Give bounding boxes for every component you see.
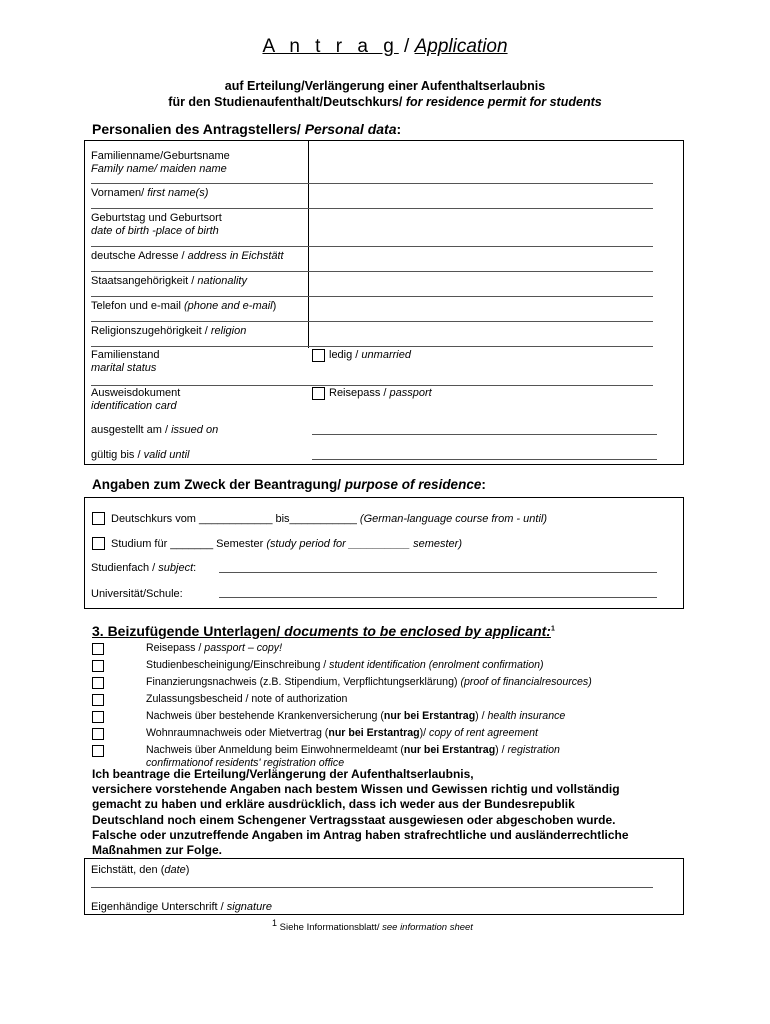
documents-heading-de: 3. Beizufügende Unterlagen/ (92, 623, 285, 639)
page-title (0, 36, 770, 58)
declaration-text (92, 767, 629, 858)
date-line[interactable] (91, 887, 653, 888)
language-course-checkbox[interactable] (92, 512, 105, 525)
documents-heading (92, 623, 555, 639)
signature-label (91, 901, 272, 914)
first-name-label-de: Vornamen/ (91, 187, 148, 199)
document-item-note: nur bei Erstantrag (403, 744, 496, 756)
date-label-en: date (164, 864, 186, 876)
purpose-heading (92, 477, 486, 492)
footnote-number: 1 (272, 918, 278, 928)
document-item (146, 642, 616, 655)
personal-heading-colon: : (396, 121, 402, 137)
declaration-line: versichere vorstehende Angaben nach bestem Wissen und Gewissen richtig und vollständig (92, 782, 620, 797)
document-item-english: registration confirmationof residents' registration office (146, 744, 560, 769)
document-item-sep: ) / (475, 710, 488, 722)
document-checkbox[interactable] (92, 677, 104, 689)
valid-label-en: valid until (143, 449, 190, 461)
address-line[interactable] (91, 271, 653, 272)
issued-label (91, 424, 218, 437)
passport-label-de: Reisepass / (329, 387, 390, 399)
language-course-label-en: (German-language course from - until) (359, 513, 547, 525)
subject-label (91, 562, 196, 575)
declaration-line: Falsche oder unzutreffende Angaben im Antrag haben strafrechtliche und ausländerrechtliche (92, 827, 629, 842)
phone-label-en: (phone and e-mail (183, 300, 273, 312)
unmarried-label-de: ledig / (329, 349, 362, 361)
purpose-heading-en: purpose of residence (344, 477, 482, 492)
marital-label (91, 349, 159, 375)
study-label-de: Studium für _______ Semester (111, 538, 267, 550)
declaration-line: Ich beantrage die Erteilung/Verlängerung der Aufenthaltserlaubnis, (92, 767, 474, 781)
family-name-line[interactable] (91, 183, 653, 184)
issued-line[interactable] (312, 434, 657, 435)
declaration-line: Maßnahmen zur Folge. (92, 843, 223, 858)
subtitle-line-2-english: for residence permit for students (402, 95, 602, 109)
document-item-text: Nachweis über Anmeldung beim Einwohnermeldeamt ( (146, 744, 404, 756)
footnote-de: Siehe Informationsblatt/ (277, 922, 383, 934)
family-name-label (91, 150, 230, 176)
document-item-english: passport – copy! (204, 642, 283, 654)
footnote (272, 918, 473, 933)
document-item (146, 710, 616, 723)
phone-label-end: ) (272, 300, 277, 312)
document-item-sep: )/ (419, 727, 430, 739)
subject-label-colon: : (193, 562, 197, 574)
valid-label-de: gültig bis / (91, 449, 144, 461)
subtitle-line-2 (0, 95, 770, 109)
title-german: A n t r a g (262, 36, 399, 57)
document-item (146, 693, 616, 706)
marital-line[interactable] (91, 385, 653, 386)
id-doc-label-de: Ausweisdokument (91, 387, 181, 399)
document-checkbox[interactable] (92, 694, 104, 706)
personal-data-heading (92, 121, 401, 137)
subtitle-line-1: auf Erteilung/Verlängerung einer Aufenthaltserlaubnis (224, 79, 546, 93)
date-label-end: ) (185, 864, 190, 876)
birth-label-de: Geburtstag und Geburtsort (91, 212, 222, 224)
family-name-label-en: Family name/ maiden name (91, 163, 227, 175)
nationality-label-de: Staatsangehörigkeit / (91, 275, 198, 287)
document-item-note: nur bei Erstantrag (328, 727, 420, 739)
date-label-de: Eichstätt, den ( (91, 864, 165, 876)
title-separator: / (398, 36, 415, 57)
study-label (111, 538, 462, 551)
university-line[interactable] (219, 597, 657, 598)
document-item-text: Wohnraumnachweis oder Mietvertrag ( (146, 727, 329, 739)
subject-line[interactable] (219, 572, 657, 573)
valid-label (91, 449, 189, 462)
passport-label-en: passport (389, 387, 432, 399)
subject-label-de: Studienfach / (91, 562, 159, 574)
language-course-label (111, 513, 547, 526)
document-item-english: copy of rent agreement (429, 727, 538, 739)
nationality-line[interactable] (91, 296, 653, 297)
declaration-line: gemacht zu haben und erkläre ausdrücklich, dass ich weder aus der Bundesrepublik (92, 797, 575, 812)
study-label-en: (study period for __________ semester) (266, 538, 462, 550)
documents-heading-sup: 1 (550, 625, 555, 633)
personal-heading-en: Personal data (304, 121, 397, 137)
purpose-heading-de: Angaben zum Zweck der Beantragung/ (92, 477, 345, 492)
signature-label-en: signature (226, 901, 273, 913)
document-item-note: nur bei Erstantrag (383, 710, 476, 722)
birth-label-en: date of birth -place of birth (91, 225, 219, 237)
first-name-label (91, 187, 208, 200)
footnote-en: see information sheet (382, 922, 473, 934)
address-label-de: deutsche Adresse / (91, 250, 188, 262)
first-name-line[interactable] (91, 208, 653, 209)
family-name-label-de: Familienname/Geburtsname (91, 150, 230, 162)
document-item-sep: ) / (495, 744, 508, 756)
unmarried-label-en: unmarried (361, 349, 411, 361)
religion-label (91, 325, 246, 338)
phone-line[interactable] (91, 321, 653, 322)
marital-label-de: Familienstand (91, 349, 160, 361)
subtitle-line-2-german: für den Studienaufenthalt/Deutschkurs/ (168, 95, 403, 109)
document-item-text: Reisepass / (146, 642, 205, 654)
marital-label-en: marital status (91, 362, 157, 374)
unmarried-checkbox[interactable] (312, 349, 325, 362)
document-checkbox[interactable] (92, 711, 104, 723)
document-item-text: Studienbescheinigung/Einschreibung / (146, 659, 330, 671)
declaration-line: Deutschland noch einem Schengener Vertragsstaat ausgewiesen oder abgeschoben wurde. (92, 812, 616, 827)
document-item-text: Finanzierungsnachweis (z.B. Stipendium, Verpflichtungserklärung) (146, 676, 461, 688)
nationality-label (91, 275, 247, 288)
issued-label-en: issued on (171, 424, 219, 436)
unmarried-label (329, 349, 411, 362)
nationality-label-en: nationality (197, 275, 247, 287)
signature-label-de: Eigenhändige Unterschrift / (91, 901, 227, 913)
id-doc-label-en: identification card (91, 400, 177, 412)
phone-label-de: Telefon und e-mail (91, 300, 184, 312)
address-label-en: address in Eichstätt (187, 250, 284, 262)
first-name-label-en: first name(s) (147, 187, 209, 199)
title-english: Application (414, 36, 508, 57)
document-checkbox[interactable] (92, 643, 104, 655)
purpose-heading-colon: : (481, 477, 486, 492)
phone-label (91, 300, 276, 313)
document-item (146, 659, 616, 672)
religion-label-de: Religionszugehörigkeit / (91, 325, 211, 337)
document-item-text: Nachweis über bestehende Krankenversicherung ( (146, 710, 384, 722)
document-item-english: (proof of financialresources) (460, 676, 592, 688)
birth-label (91, 212, 222, 238)
study-checkbox[interactable] (92, 537, 105, 550)
id-doc-label (91, 387, 180, 413)
religion-line[interactable] (91, 346, 653, 347)
document-item-text: Zulassungsbescheid / note of authorization (146, 693, 348, 705)
document-item-english: student identification (enrolment confirmation) (329, 659, 544, 671)
document-checkbox[interactable] (92, 660, 104, 672)
column-divider (308, 140, 309, 348)
address-label (91, 250, 284, 263)
language-course-label-de: Deutschkurs vom ____________ bis___________ (111, 513, 360, 525)
document-checkbox[interactable] (92, 745, 104, 757)
passport-label (329, 387, 432, 400)
university-label: Universität/Schule: (91, 588, 183, 600)
document-item (146, 727, 616, 740)
document-item (146, 676, 616, 689)
document-checkbox[interactable] (92, 728, 104, 740)
personal-heading-de: Personalien des Antragstellers/ (92, 121, 305, 137)
subject-label-en: subject (158, 562, 194, 574)
valid-line[interactable] (312, 459, 657, 460)
date-label (91, 864, 189, 877)
document-item-english: health insurance (487, 710, 566, 722)
passport-checkbox[interactable] (312, 387, 325, 400)
documents-heading-en: documents to be enclosed by applicant: (284, 623, 551, 639)
issued-label-de: ausgestellt am / (91, 424, 172, 436)
birth-line[interactable] (91, 246, 653, 247)
religion-label-en: religion (210, 325, 247, 337)
